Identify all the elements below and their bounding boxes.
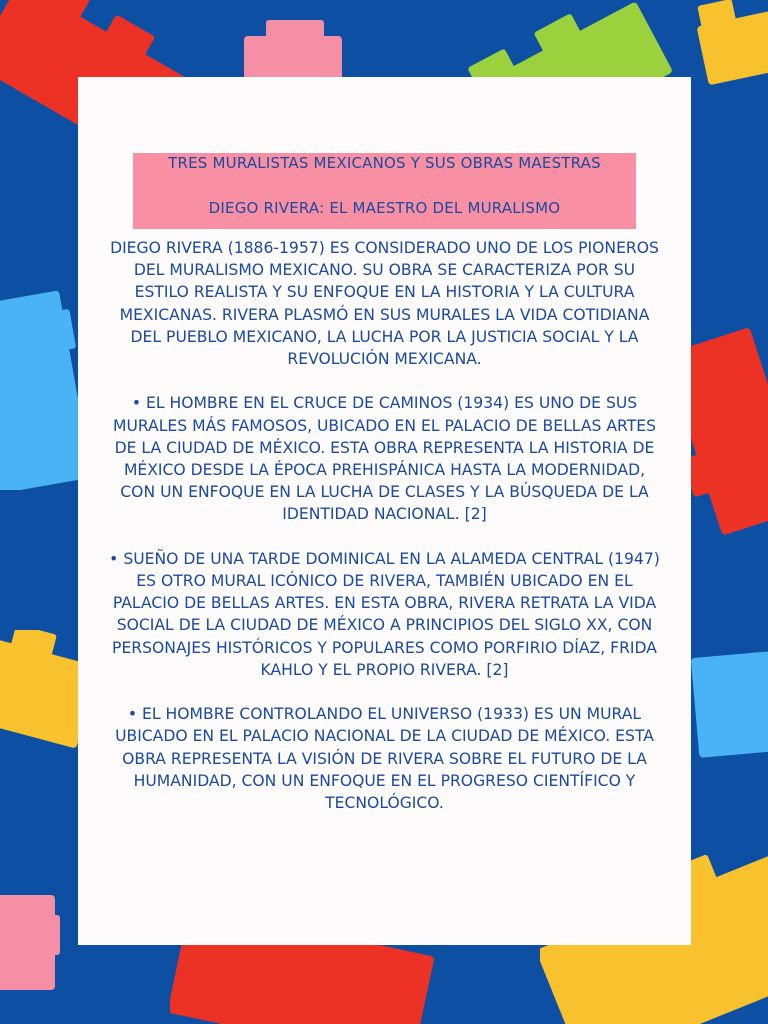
section-heading: DIEGO RIVERA: EL MAESTRO DEL MURALISMO [208, 199, 561, 217]
content-card [78, 77, 691, 945]
bullet-paragraph: • EL HOMBRE CONTROLANDO EL UNIVERSO (1933) ES UN MURAL UBICADO EN EL PALACIO NACIONAL DE LA CIUDAD DE MÉXICO. ESTA OBRA REPRESENTA LA VISIÓN DE RIVERA SOBRE EL FUTURO DE LA HUMANIDAD, CON UN ENFOQUE EN EL PROGRESO CIENTÍFICO Y TECNOLÓGICO. [115, 705, 654, 813]
bullet-paragraph: • SUEÑO DE UNA TARDE DOMINICAL EN LA ALAMEDA CENTRAL (1947) ES OTRO MURAL ICÓNICO DE RIVERA, TAMBIÉN UBICADO EN EL PALACIO DE BELLAS ARTES. EN ESTA OBRA, RIVERA RETRATA LA VIDA SOCIAL DE LA CIUDAD DE MÉXICO A PRINCIPIOS DEL SIGLO XX, CON PERSONAJES HISTÓRICOS Y POPULARES COMO PORFIRIO DÍAZ, FRIDA KAHLO Y EL PROPIO RIVERA. [2] [109, 549, 660, 679]
page-title: TRES MURALISTAS MEXICANOS Y SUS OBRAS MAESTRAS [168, 154, 601, 172]
decorative-brick-yellow-top-right [690, 0, 768, 90]
decorative-brick-light-blue-left [0, 285, 90, 490]
intro-paragraph: DIEGO RIVERA (1886-1957) ES CONSIDERADO UNO DE LOS PIONEROS DEL MURALISMO MEXICANO. SU OBRA SE CARACTERIZA POR SU ESTILO REALISTA Y SU ENFOQUE EN LA HISTORIA Y LA CULTURA MEXICANAS. RIVERA PLASMÓ EN SUS MURALES LA VIDA COTIDIANA DEL PUEBLO MEXICANO, LA LUCHA POR LA JUSTICIA SOCIAL Y LA REVOLUCIÓN MEXICANA. [110, 239, 659, 369]
article-body [108, 237, 661, 836]
bullet-paragraph: • EL HOMBRE EN EL CRUCE DE CAMINOS (1934) ES UNO DE SUS MURALES MÁS FAMOSOS, UBICADO EN EL PALACIO DE BELLAS ARTES DE LA CIUDAD DE MÉXICO. ESTA OBRA REPRESENTA LA HISTORIA DE MÉXICO DESDE LA ÉPOCA PREHISPÁNICA HASTA LA MODERNIDAD, CON UN ENFOQUE EN LA LUCHA DE CLASES Y LA BÚSQUEDA DE LA IDENTIDAD NACIONAL. [2] [112, 394, 656, 524]
decorative-brick-red-right [680, 320, 768, 540]
decorative-brick-pink-bottom-left [0, 890, 65, 1000]
decorative-brick-light-blue-right [690, 645, 768, 765]
